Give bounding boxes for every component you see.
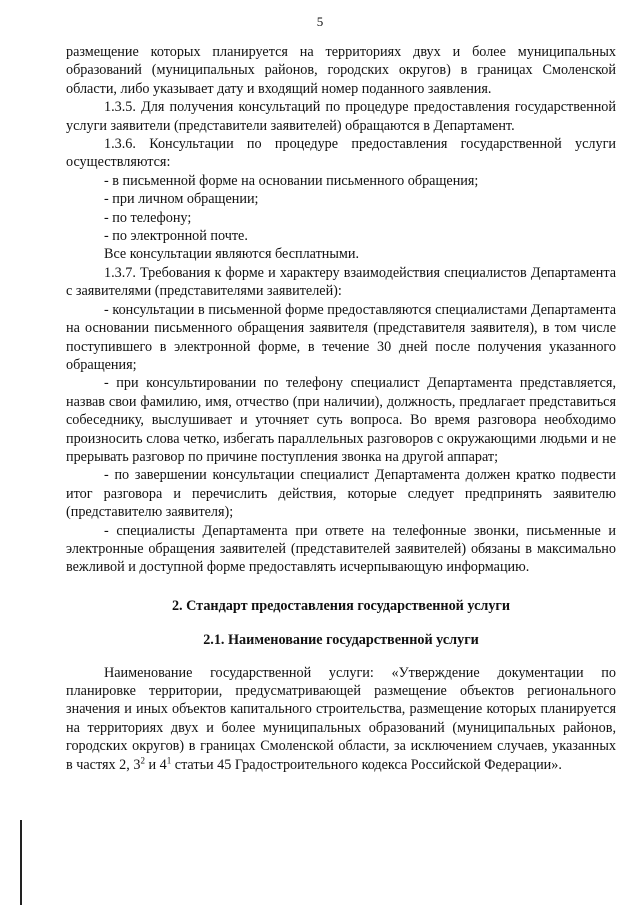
document-body [66, 43, 616, 774]
service-name-paragraph [66, 664, 616, 774]
list-item: - по электронной почте. [104, 228, 248, 245]
list-item: - при личном обращении; [104, 191, 259, 208]
text-segment: статьи 45 Градостроительного кодекса Российской Федерации». [171, 756, 562, 773]
paragraph: Все консультации являются бесплатными. [104, 246, 360, 263]
paragraph: 1.3.5. Для получения консультаций по процедуре предоставления государственной услуги заявители (представители заявителей) обращаются в Департамент. [66, 99, 616, 134]
list-item: - по телефону; [104, 209, 192, 226]
paragraph: - по завершении консультации специалист Департамента должен кратко подвести итог разговора и перечислить действия, которые следует предпринять заявителю (представителю заявителя); [66, 467, 616, 521]
paragraph: 1.3.6. Консультации по процедуре предоставления государственной услуги осуществляются: [66, 136, 616, 171]
scan-margin-line [20, 820, 22, 905]
paragraph: 1.3.7. Требования к форме и характеру взаимодействия специалистов Департамента с заявителями (представителями заявителей): [66, 264, 616, 300]
paragraph: - консультации в письменной форме предоставляются специалистами Департамента на основании письменного обращения заявителя (представителя заявителя), в том числе поступившего в электронной форме, в течение 30 дней после получения указанного обращения; [66, 301, 616, 373]
superscript: 1 [166, 754, 172, 765]
paragraph: - при консультировании по телефону специалист Департамента представляется, назвав свои фамилию, имя, отчество (при наличии), должность, предлагает представиться собеседнику, выслушивает и уточняет суть вопроса. Во время разговора необходимо произносить слова четко, избегать параллельных разговоров с окружающими людьми и не прерывать разговор по причине поступления звонка на другой аппарат; [66, 375, 616, 465]
page-number: 5 [316, 14, 324, 29]
paragraph: размещение которых планируется на территориях двух и более муниципальных образований (муниципальных районов, городских округов) в границах Смоленской области, либо указывает дату и входящий номер поданного заявления. [66, 44, 616, 97]
text-segment: Наименование государственной услуги: «Утверждение документации по планировке территории, предусматривающей размещение объектов регионального значения и иных объектов капитального строительства, размещение которых планируется на территориях двух и более муниципальных образований (муниципальных районов, городских округов) в границах Смоленской области, за исключением случаев, указанных в частях 2, 3 [66, 664, 616, 773]
superscript: 2 [140, 754, 145, 765]
list-item: - в письменной форме на основании письменного обращения; [104, 172, 479, 189]
text-segment: и 4 [144, 756, 167, 773]
subsection-title: 2.1. Наименование государственной услуги [203, 632, 479, 649]
paragraph: - специалисты Департамента при ответе на телефонные звонки, письменные и электронные обращения заявителей (представителей заявителей) обязаны в максимально вежливой и доступной форме предоставлять исчерпывающую информацию. [66, 522, 616, 576]
section-title: 2. Стандарт предоставления государственной услуги [171, 597, 511, 614]
